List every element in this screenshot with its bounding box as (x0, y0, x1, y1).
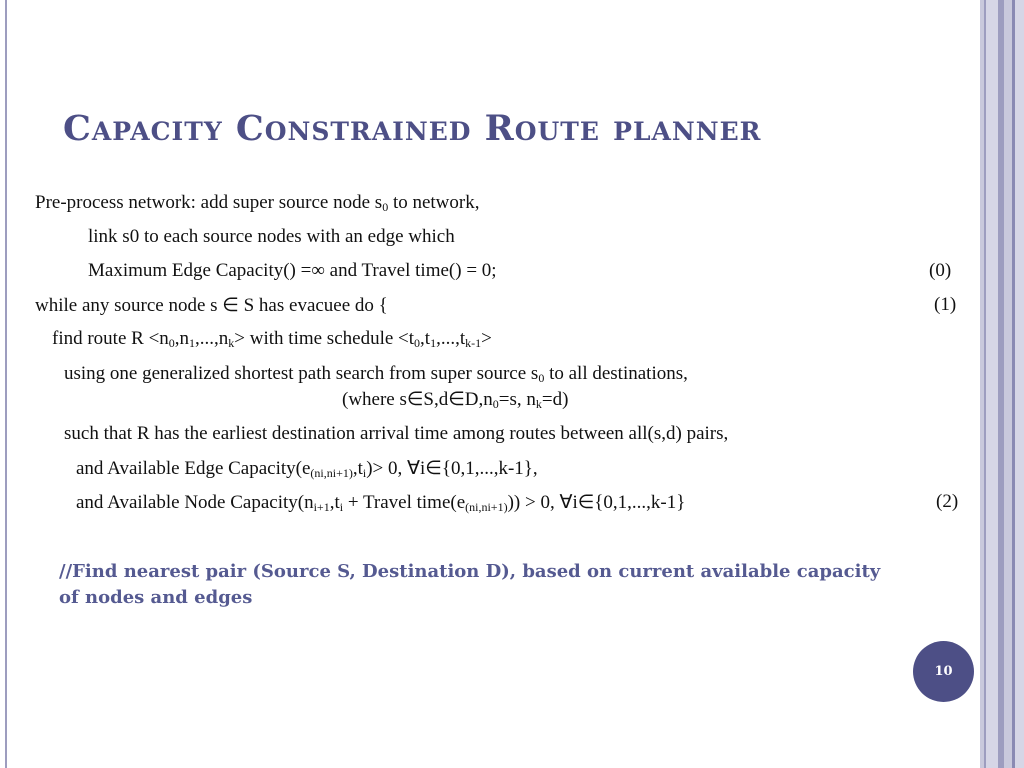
text-line-max-capacity: Maximum Edge Capacity() =∞ and Travel time() = 0; (88, 260, 497, 281)
slide-title: Capacity Constrained Route planner (63, 108, 762, 149)
equation-number-2: (2) (936, 491, 959, 512)
right-decorative-stripes (980, 0, 1024, 768)
text-line-edge-capacity: and Available Edge $Capacity(e_{(ni,ni+1)},t_i)> 0$, ∀i∈{0,1,...,k-1}, (76, 458, 538, 480)
text-line-find-route: find route $R <n_0,n_1,...,n_k>$ with time schedule $<t_0,t_1,...,t_{k-1}>$ (52, 328, 492, 350)
equation-number-0: (0) (929, 260, 952, 281)
text-line-shortest-path: using one generalized shortest path search from super source $s_0$ to all destinations, (64, 363, 688, 385)
page-number-badge: 10 (913, 641, 974, 702)
text-line-where: (where $s\in S,d\in D,n_0=s$, $n_k=d$) (342, 389, 569, 411)
text-line-node-capacity: and Available Node $Capacity(n_{i+1},t_i$ + Travel $time(e_{(ni,ni+1)})) > 0$, ∀i∈{0,1,...,k-1} (76, 492, 686, 514)
equation-number-1: (1) (934, 294, 957, 315)
comment-text: //Find nearest pair (Source S, Destination D), based on current available capacity of nodes and edges (59, 561, 881, 608)
text-line-preprocess: Pre-process network: add super source node $s_0$ to network, (35, 192, 480, 214)
left-border-line (5, 0, 7, 768)
text-line-while: while any source node s ∈ S has evacuee do { (35, 295, 388, 316)
text-line-link: link s0 to each source nodes with an edge which (88, 226, 455, 247)
text-line-such-that: such that R has the earliest destination arrival time among routes between all(s,d) pairs, (64, 423, 729, 444)
